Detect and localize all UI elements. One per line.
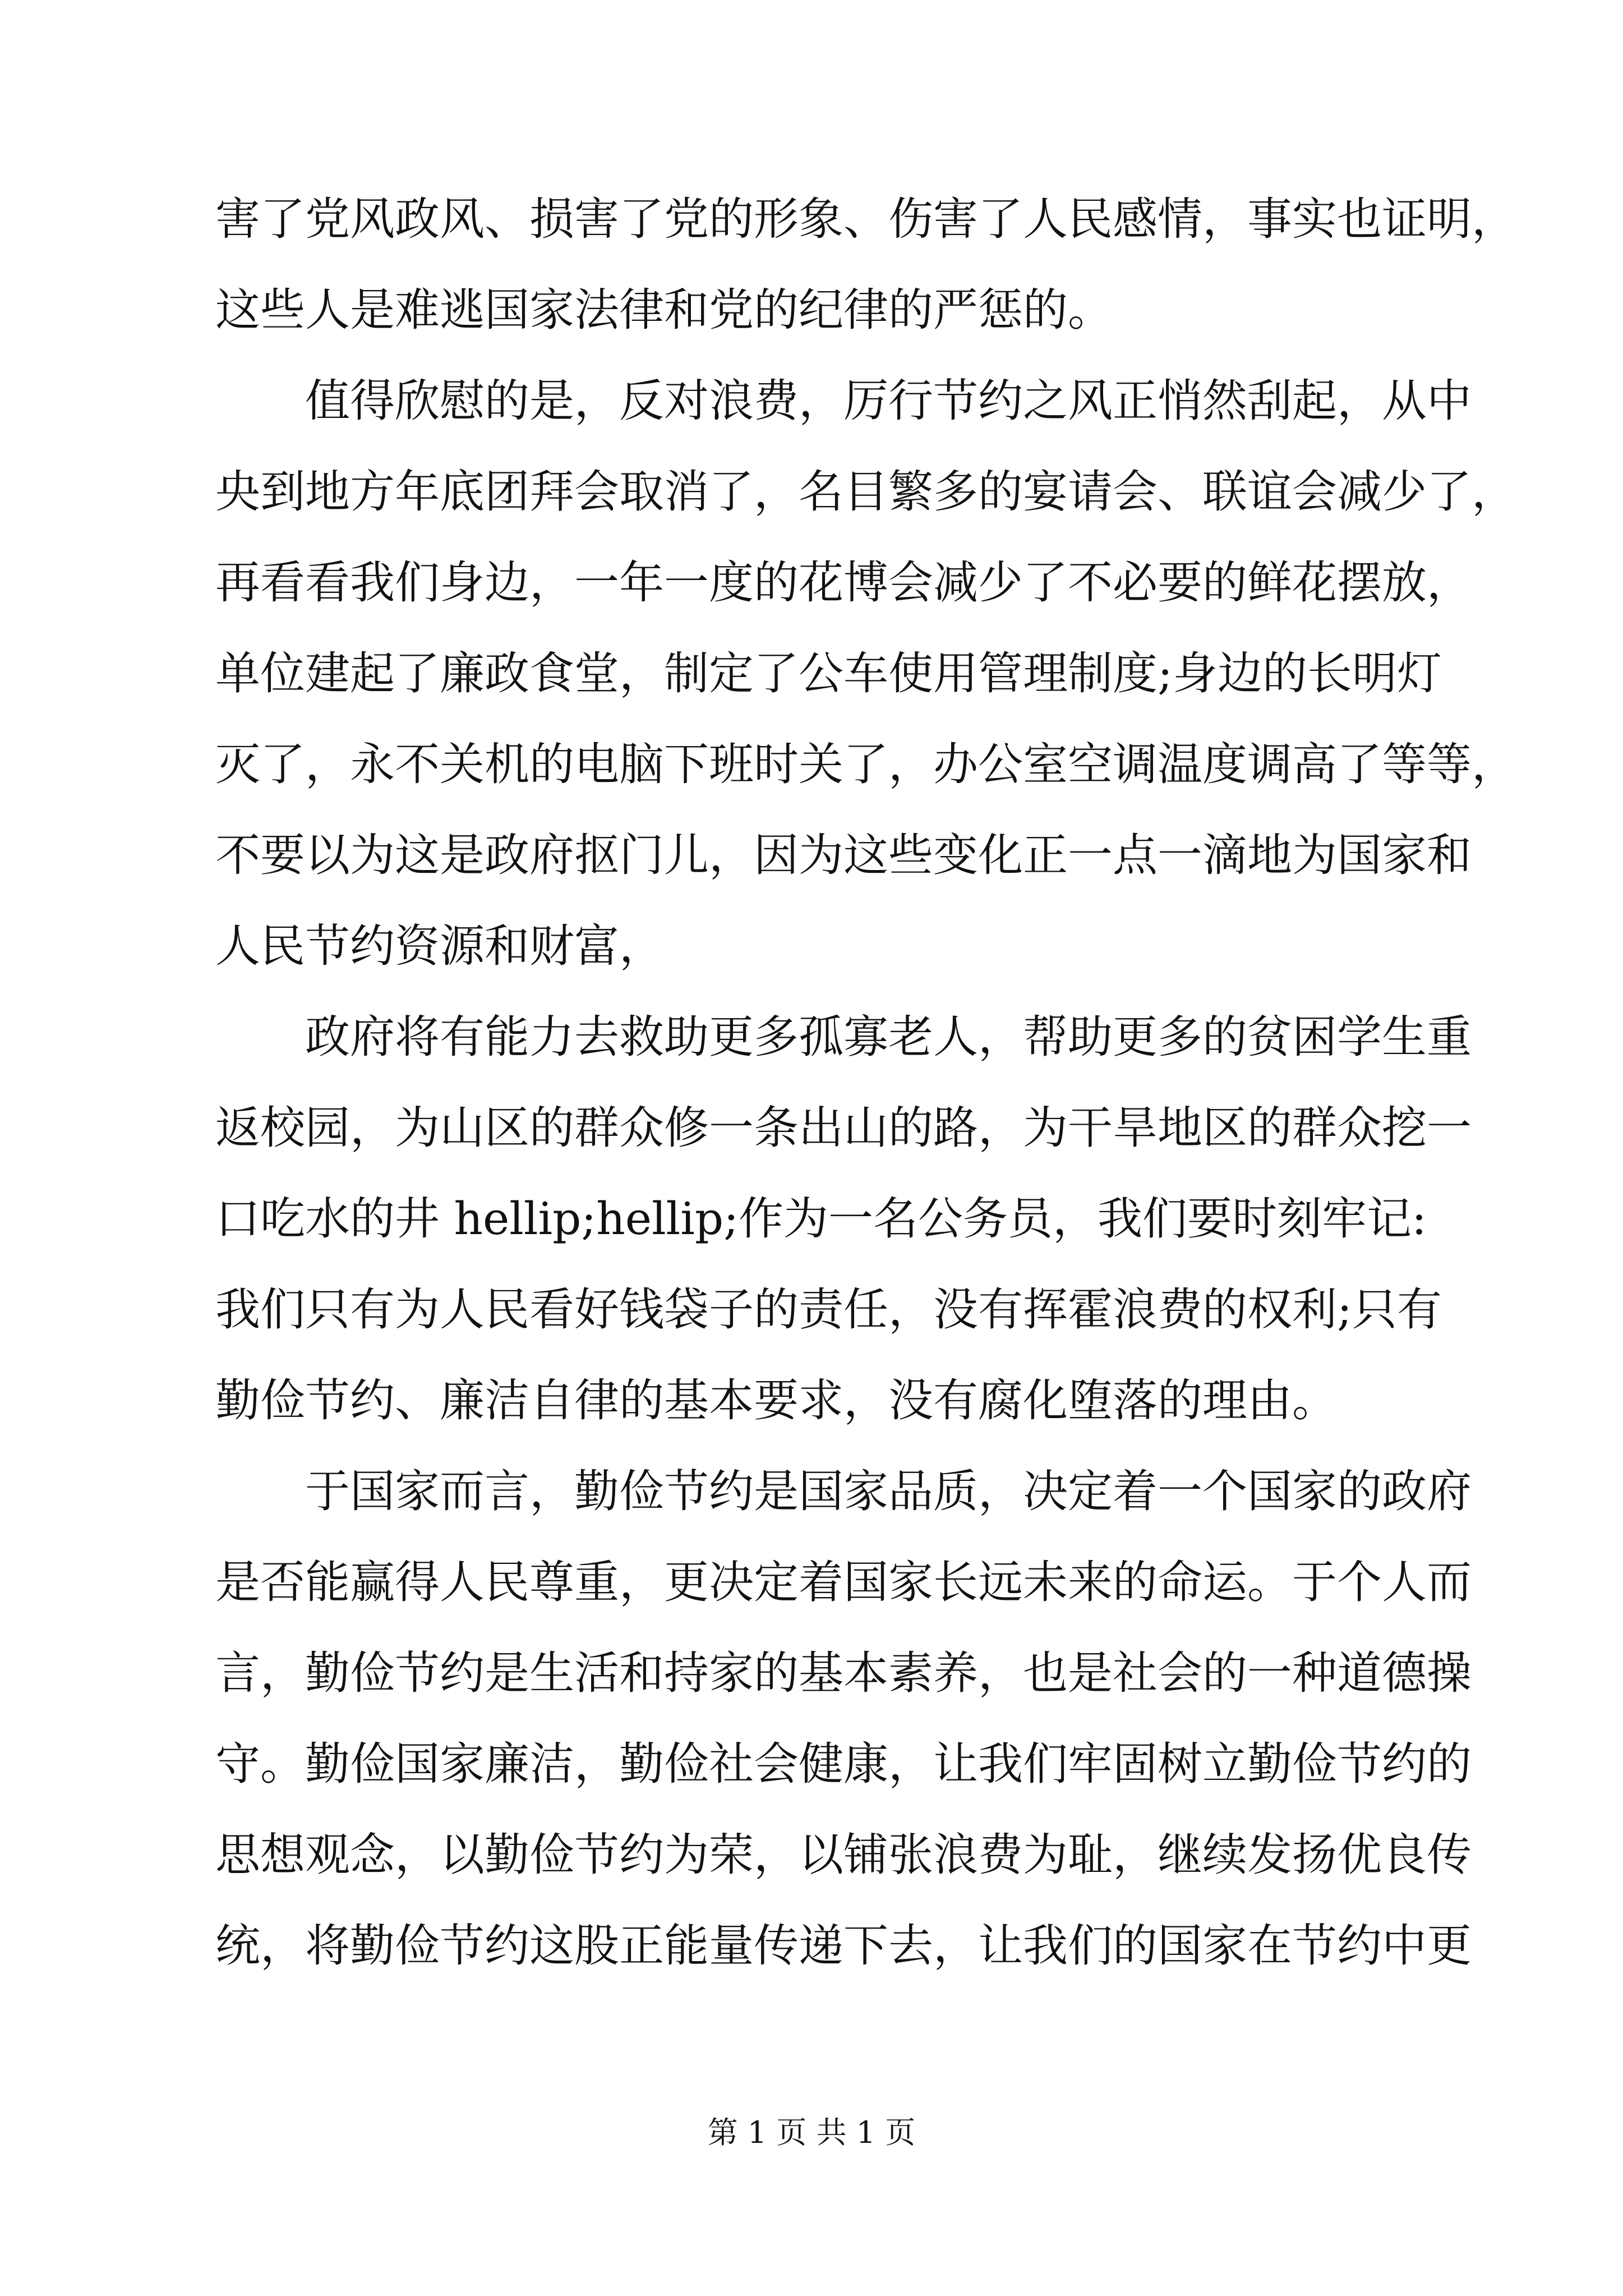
text-line: 害了党风政风、损害了党的形象、伤害了人民感情，事实也证明，	[215, 193, 1516, 245]
text-line: 思想观念，以勤俭节约为荣，以铺张浪费为耻，继续发扬优良传	[215, 1829, 1472, 1881]
text-line: 政府将有能力去救助更多孤寡老人，帮助更多的贫困学生重	[215, 1011, 1472, 1063]
text-line: 勤俭节约、廉洁自律的基本要求，没有腐化堕落的理由。	[215, 1374, 1337, 1427]
text-line: 再看看我们身边，一年一度的花博会减少了不必要的鲜花摆放，	[215, 556, 1472, 609]
text-line: 我们只有为人民看好钱袋子的责任，没有挥霍浪费的权利;只有	[215, 1283, 1442, 1336]
page-footer: 第 1 页 共 1 页	[707, 2115, 916, 2150]
text-line: 这些人是难逃国家法律和党的纪律的严惩的。	[215, 284, 1113, 336]
text-line: 央到地方年底团拜会取消了，名目繁多的宴请会、联谊会减少了，	[215, 466, 1516, 518]
text-line: 灭了，永不关机的电脑下班时关了，办公室空调温度调高了等等，	[215, 738, 1516, 790]
text-line: 于国家而言，勤俭节约是国家品质，决定着一个国家的政府	[215, 1465, 1472, 1517]
text-line: 口吃水的井 hellip;hellip;作为一名公务员，我们要时刻牢记:	[215, 1193, 1427, 1245]
text-line: 返校园，为山区的群众修一条出山的路，为干旱地区的群众挖一	[215, 1102, 1472, 1154]
document-body	[215, 174, 1516, 1991]
text-line: 不要以为这是政府抠门儿，因为这些变化正一点一滴地为国家和	[215, 829, 1472, 881]
text-line: 值得欣慰的是，反对浪费，厉行节约之风正悄然刮起，从中	[215, 375, 1472, 427]
text-line: 单位建起了廉政食堂，制定了公车使用管理制度;身边的长明灯	[215, 647, 1442, 700]
text-line: 人民节约资源和财富，	[215, 920, 664, 972]
text-line: 守。勤俭国家廉洁，勤俭社会健康，让我们牢固树立勤俭节约的	[215, 1738, 1472, 1790]
text-line: 是否能赢得人民尊重，更决定着国家长远未来的命运。于个人而	[215, 1556, 1472, 1608]
text-line: 言，勤俭节约是生活和持家的基本素养，也是社会的一种道德操	[215, 1647, 1472, 1699]
text-line: 统，将勤俭节约这股正能量传递下去，让我们的国家在节约中更	[215, 1920, 1472, 1972]
